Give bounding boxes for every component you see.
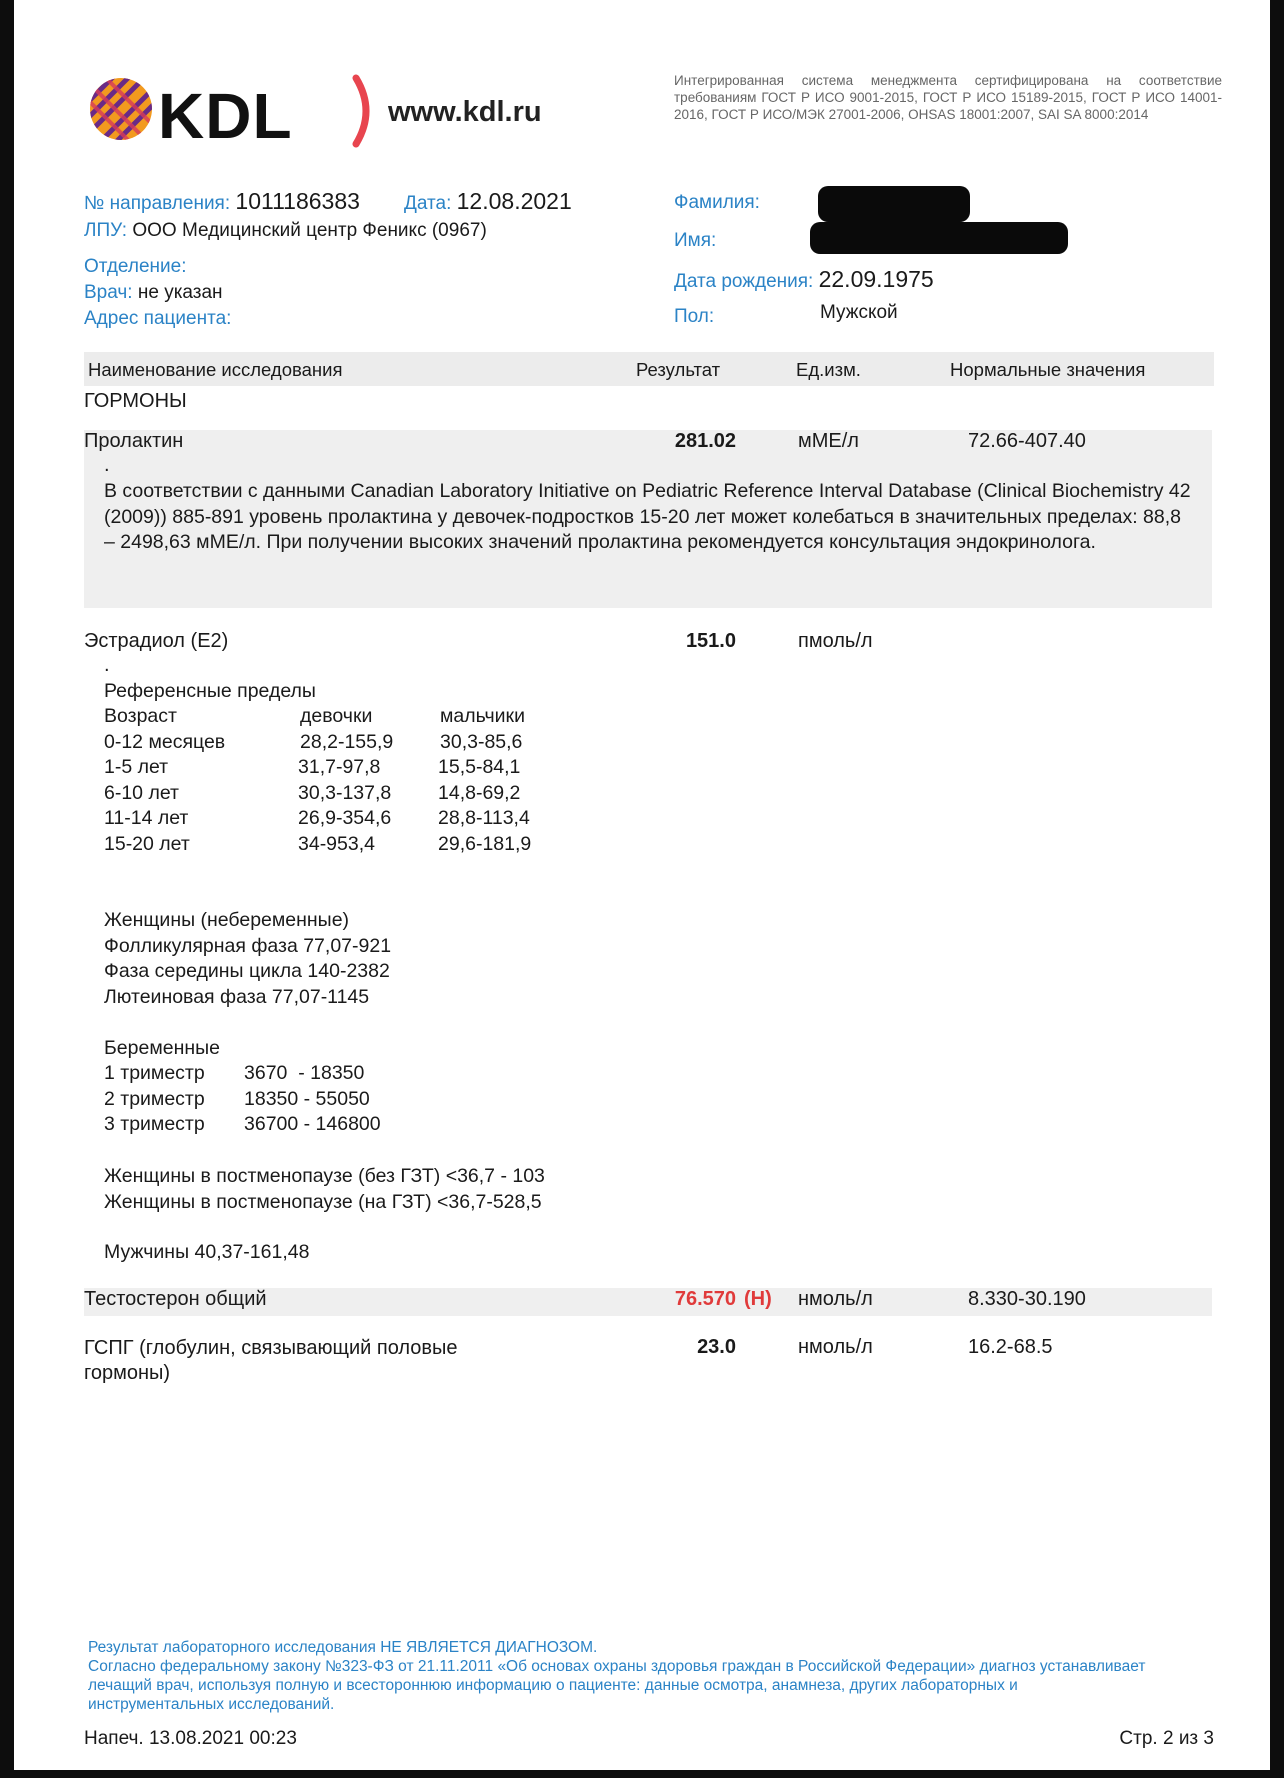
results-table-header bbox=[84, 352, 1214, 386]
ref-age: 11-14 лет bbox=[104, 807, 189, 829]
shbg-norm: 16.2-68.5 bbox=[968, 1336, 1053, 1358]
kdl-logo-icon bbox=[88, 76, 154, 142]
address-label: Адрес пациента: bbox=[84, 308, 232, 329]
trimester-range: 18350 - 55050 bbox=[244, 1087, 370, 1110]
estradiol-result: 151.0 bbox=[685, 630, 736, 652]
surname-label: Фамилия: bbox=[674, 192, 760, 213]
sex-label: Пол: bbox=[674, 306, 715, 327]
redacted-surname bbox=[818, 186, 970, 222]
trimester: 3 триместр bbox=[104, 1113, 205, 1135]
referral-label: № направления: bbox=[84, 193, 231, 214]
postmeno-line: Женщины в постменопаузе (без ГЗТ) <36,7 - 103 bbox=[104, 1165, 545, 1187]
section-title: ГОРМОНЫ bbox=[84, 390, 187, 412]
women-line: Женщины (небеременные) bbox=[104, 909, 350, 931]
chevron-right-icon bbox=[350, 74, 380, 148]
referral-line bbox=[84, 188, 360, 215]
ref-age: 15-20 лет bbox=[104, 832, 190, 855]
date-value: 12.08.2021 bbox=[456, 188, 572, 214]
footer-disclaimer bbox=[88, 1638, 1148, 1714]
testosterone-name: Тестостерон общий bbox=[84, 1288, 267, 1310]
birth-line bbox=[674, 266, 934, 293]
ref-girls: 34-953,4 bbox=[298, 832, 375, 855]
trimester: 2 триместр bbox=[104, 1087, 205, 1110]
prolactin-note: В соответствии с данными Canadian Laboratory Initiative on Pediatric Reference Interval Database (Clinical Biochemistry 42 (2009)) 885-891 уровень пролактина у девочек-подростков 15-20 лет может колебаться в значительных пределах: 88,8 – 2498,63 мМЕ/л. При получении высоких значений пролактина рекомендуется консультация эндокринолога. bbox=[104, 480, 1191, 553]
postmeno-block bbox=[104, 1164, 545, 1215]
estradiol-unit: пмоль/л bbox=[798, 630, 873, 652]
prolactin-unit: мМЕ/л bbox=[798, 430, 859, 452]
ref-head-row bbox=[104, 704, 564, 730]
ref-girls: 30,3-137,8 bbox=[298, 781, 392, 804]
women-line: Фаза середины цикла 140-2382 bbox=[104, 960, 390, 982]
pregnant-row bbox=[104, 1087, 464, 1113]
pregnant-table bbox=[104, 1061, 464, 1138]
women-block bbox=[104, 908, 391, 1010]
ref-age: 6-10 лет bbox=[104, 781, 179, 804]
trimester-range: 36700 - 146800 bbox=[244, 1113, 381, 1135]
disclaimer-line2: Согласно федеральному закону №323-ФЗ от 21.11.2011 «Об основах охраны здоровья граждан в Российской Федерации» диагноз устанавливает лечащий врач, используя полную и всестороннюю информацию о пациенте: данные осмотра, анамнеза, других лабораторных и инструментальных исследований. bbox=[88, 1658, 1146, 1713]
ref-girls: 28,2-155,9 bbox=[300, 730, 394, 753]
pregnant-row bbox=[104, 1061, 464, 1087]
ref-row bbox=[104, 730, 564, 756]
shbg-name-line1: ГСПГ (глобулин, связывающий половые bbox=[84, 1337, 458, 1359]
ref-age: 1-5 лет bbox=[104, 756, 169, 778]
ref-row bbox=[104, 832, 564, 858]
ref-age: 0-12 месяцев bbox=[104, 730, 226, 753]
ref-row bbox=[104, 806, 564, 832]
ref-boys: 14,8-69,2 bbox=[438, 781, 521, 804]
redacted-name bbox=[810, 222, 1068, 254]
trimester: 1 триместр bbox=[104, 1062, 205, 1084]
site-url[interactable]: www.kdl.ru bbox=[388, 96, 542, 128]
lpu-line bbox=[84, 220, 487, 242]
kdl-logo bbox=[88, 76, 588, 156]
brand-name: KDL bbox=[158, 80, 293, 152]
ref-boys: 15,5-84,1 bbox=[438, 756, 521, 778]
ref-boys: 28,8-113,4 bbox=[438, 807, 530, 829]
birth-value: 22.09.1975 bbox=[818, 266, 934, 292]
estradiol-name: Эстрадиол (E2) bbox=[84, 630, 229, 652]
ref-row bbox=[104, 781, 564, 807]
shbg-unit: нмоль/л bbox=[798, 1336, 873, 1358]
testosterone-result: 76.570 bbox=[674, 1288, 736, 1310]
ref-boys: 29,6-181,9 bbox=[438, 832, 532, 855]
col-unit: Ед.изм. bbox=[796, 359, 861, 380]
col-norm: Нормальные значения bbox=[950, 359, 1146, 380]
sex-value: Мужской bbox=[820, 302, 898, 323]
ref-title: Референсные пределы bbox=[104, 680, 316, 702]
doctor-line bbox=[84, 282, 223, 304]
ref-head-boys: мальчики bbox=[440, 705, 525, 727]
date-label: Дата: bbox=[404, 193, 452, 214]
shbg-name-line2: гормоны) bbox=[84, 1362, 171, 1384]
ref-boys: 30,3-85,6 bbox=[440, 730, 523, 753]
ref-row bbox=[104, 755, 564, 781]
prolactin-norm: 72.66-407.40 bbox=[968, 430, 1086, 452]
disclaimer-line1: Результат лабораторного исследования НЕ ЯВЛЯЕТСЯ ДИАГНОЗОМ. bbox=[88, 1639, 598, 1656]
doctor-value: не указан bbox=[137, 282, 223, 303]
postmeno-line: Женщины в постменопаузе (на ГЗТ) <36,7-528,5 bbox=[104, 1190, 542, 1213]
date-line bbox=[404, 188, 572, 215]
ref-girls: 31,7-97,8 bbox=[298, 756, 381, 778]
women-line: Лютеиновая фаза 77,07-1145 bbox=[104, 985, 370, 1008]
estradiol-dot: . bbox=[104, 654, 110, 676]
ref-head-girls: девочки bbox=[300, 705, 373, 727]
men-ref: Мужчины 40,37-161,48 bbox=[104, 1241, 310, 1263]
testosterone-flag: (Н) bbox=[744, 1288, 772, 1310]
col-name: Наименование исследования bbox=[88, 359, 343, 380]
doctor-label: Врач: bbox=[84, 282, 133, 303]
referral-value: 1011186383 bbox=[235, 188, 360, 214]
pregnant-title: Беременные bbox=[104, 1037, 220, 1059]
testosterone-unit: нмоль/л bbox=[798, 1288, 873, 1310]
printed-date: Напеч. 13.08.2021 00:23 bbox=[84, 1728, 297, 1749]
lab-report-page bbox=[14, 0, 1270, 1770]
name-label: Имя: bbox=[674, 230, 717, 251]
women-line: Фолликулярная фаза 77,07-921 bbox=[104, 934, 392, 957]
trimester-range: 3670 - 18350 bbox=[244, 1062, 365, 1084]
col-result: Результат bbox=[636, 359, 721, 380]
shbg-result: 23.0 bbox=[697, 1336, 736, 1358]
department-label: Отделение: bbox=[84, 256, 187, 277]
prolactin-name: Пролактин bbox=[84, 430, 184, 452]
prolactin-result: 281.02 bbox=[674, 430, 736, 452]
lpu-value: ООО Медицинский центр Феникс (0967) bbox=[132, 220, 487, 241]
ref-girls: 26,9-354,6 bbox=[298, 807, 392, 829]
testosterone-norm: 8.330-30.190 bbox=[968, 1288, 1086, 1310]
shbg-name bbox=[84, 1336, 458, 1386]
page-number: Стр. 2 из 3 bbox=[1119, 1728, 1214, 1749]
pregnant-row bbox=[104, 1112, 464, 1138]
birth-label: Дата рождения: bbox=[674, 271, 814, 292]
ref-head-age: Возраст bbox=[104, 705, 177, 727]
certification-note: Интегрированная система менеджмента сертифицирована на соответствие требованиям ГОСТ Р ИСО 9001-2015, ГОСТ Р ИСО 15189-2015, ГОСТ Р ИСО 14001-2016, ГОСТ Р ИСО/МЭК 27001-2006, OHSAS 18001:2007, SAI SA 8000:2014 bbox=[674, 73, 1222, 122]
lpu-label: ЛПУ: bbox=[84, 220, 128, 241]
prolactin-dot: . bbox=[104, 454, 110, 476]
ref-table bbox=[104, 704, 564, 857]
